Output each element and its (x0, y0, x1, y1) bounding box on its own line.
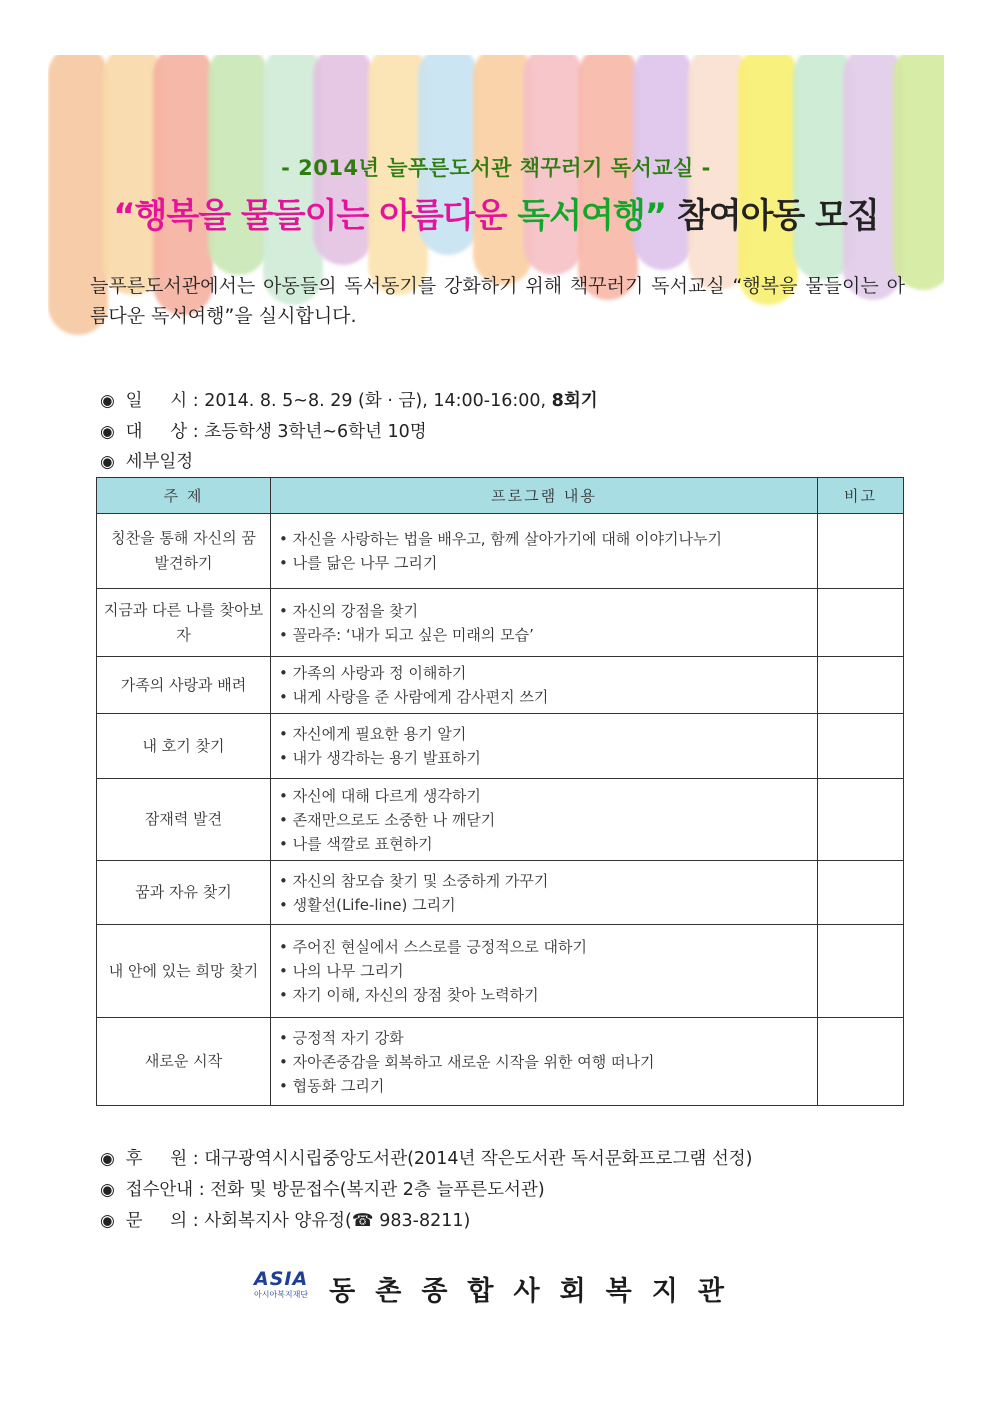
list-item: • 자신의 강점을 찾기 (279, 599, 809, 623)
header-note: 비고 (818, 478, 904, 514)
row-topic: 꿈과 자유 찾기 (97, 861, 271, 925)
row-note (818, 925, 904, 1018)
list-item: • 꼴라주: ‘내가 되고 싶은 미래의 모습’ (279, 623, 809, 647)
list-item: • 나를 닮은 나무 그리기 (279, 551, 809, 575)
row-topic: 내 호기 찾기 (97, 714, 271, 779)
row-content (271, 589, 818, 657)
subtitle: - 2014년 늘푸른도서관 책꾸러기 독서교실 - (281, 156, 711, 180)
table-row (97, 925, 904, 1018)
row-note (818, 514, 904, 589)
logo-text: ASIA (253, 1268, 309, 1290)
schedule-sessions: 8회기 (551, 391, 598, 411)
footer (0, 1268, 992, 1308)
table-header-row (97, 478, 904, 514)
table-row (97, 657, 904, 714)
row-topic: 내 안에 있는 희망 찾기 (97, 925, 271, 1018)
info-reception (100, 1176, 545, 1201)
table-row (97, 714, 904, 779)
table-row (97, 779, 904, 861)
row-topic: 칭찬을 통해 자신의 꿈 발견하기 (97, 514, 271, 589)
bullet-icon: ◉ (100, 391, 115, 411)
row-content (271, 657, 818, 714)
schedule-label: 일 시 (125, 391, 188, 411)
title-part-1: “행복을 물들이는 아름다운 (113, 196, 518, 236)
list-item: • 자신의 참모습 찾기 및 소중하게 가꾸기 (279, 869, 809, 893)
table-row (97, 861, 904, 925)
row-content (271, 779, 818, 861)
row-note (818, 1018, 904, 1106)
row-content (271, 714, 818, 779)
row-topic: 잠재력 발견 (97, 779, 271, 861)
list-item: • 자신에게 필요한 용기 알기 (279, 722, 809, 746)
list-item: • 자아존중감을 회복하고 새로운 시작을 위한 여행 떠나기 (279, 1050, 809, 1074)
info-sponsor (100, 1145, 752, 1170)
target-label: 대 상 (125, 422, 188, 442)
row-content (271, 1018, 818, 1106)
sponsor-value: : 대구광역시시립중앙도서관(2014년 작은도서관 독서문화프로그램 선정) (192, 1149, 753, 1169)
list-item: • 나를 색깔로 표현하기 (279, 832, 809, 856)
row-topic: 가족의 사랑과 배려 (97, 657, 271, 714)
row-content (271, 925, 818, 1018)
page-title (0, 188, 992, 237)
row-topic: 지금과 다른 나를 찾아보자 (97, 589, 271, 657)
list-item: • 나의 나무 그리기 (279, 959, 809, 983)
row-note (818, 779, 904, 861)
inquiry-label: 문 의 (125, 1211, 188, 1231)
list-item: • 협동화 그리기 (279, 1074, 809, 1098)
detail-label: 세부일정 (125, 452, 194, 472)
bullet-icon: ◉ (100, 422, 115, 442)
intro-paragraph: 늘푸른도서관에서는 아동들의 독서동기를 강화하기 위해 책꾸러기 독서교실 “행복을 물들이는 아름다운 독서여행”을 실시합니다. (90, 275, 905, 327)
table-row (97, 1018, 904, 1106)
row-content (271, 514, 818, 589)
reception-label: 접수안내 (125, 1180, 194, 1200)
target-value: : 초등학생 3학년~6학년 10명 (192, 422, 427, 442)
row-topic: 새로운 시작 (97, 1018, 271, 1106)
bullet-icon: ◉ (100, 452, 115, 472)
info-inquiry (100, 1207, 470, 1232)
row-note (818, 657, 904, 714)
schedule-value: : 2014. 8. 5~8. 29 (화 · 금), 14:00-16:00, (192, 391, 552, 411)
schedule-table (96, 477, 904, 1106)
list-item: • 내게 사랑을 준 사람에게 감사편지 쓰기 (279, 685, 809, 709)
bullet-icon: ◉ (100, 1211, 115, 1231)
logo-subtext: 아시아복지재단 (254, 1290, 309, 1299)
list-item: • 존재만으로도 소중한 나 깨닫기 (279, 808, 809, 832)
bullet-icon: ◉ (100, 1149, 115, 1169)
header-content: 프로그램 내용 (271, 478, 818, 514)
list-item: • 내가 생각하는 용기 발표하기 (279, 746, 809, 770)
list-item: • 자신을 사랑하는 법을 배우고, 함께 살아가기에 대해 이야기나누기 (279, 527, 809, 551)
info-schedule (100, 387, 598, 412)
info-target (100, 418, 427, 443)
list-item: • 긍정적 자기 강화 (279, 1026, 809, 1050)
title-part-2: 독서여행” (517, 196, 667, 236)
list-item: • 주어진 현실에서 스스로를 긍정적으로 대하기 (279, 935, 809, 959)
row-note (818, 861, 904, 925)
header-topic: 주 제 (97, 478, 271, 514)
row-content (271, 861, 818, 925)
title-part-3: 참여아동 모집 (666, 196, 879, 236)
list-item: • 자기 이해, 자신의 장점 찾아 노력하기 (279, 983, 809, 1007)
table-row (97, 589, 904, 657)
table-row (97, 514, 904, 589)
inquiry-value: : 사회복지사 양유정(☎ 983-8211) (192, 1211, 471, 1231)
organization-name: 동촌종합사회복지관 (329, 1275, 744, 1307)
list-item: • 자신에 대해 다르게 생각하기 (279, 784, 809, 808)
row-note (818, 589, 904, 657)
reception-value: : 전화 및 방문접수(복지관 2층 늘푸른도서관) (198, 1180, 545, 1200)
info-detail (100, 448, 193, 473)
sponsor-label: 후 원 (125, 1149, 188, 1169)
bullet-icon: ◉ (100, 1180, 115, 1200)
row-note (818, 714, 904, 779)
list-item: • 생활선(Life-line) 그리기 (279, 893, 809, 917)
asia-foundation-logo (248, 1268, 314, 1308)
list-item: • 가족의 사랑과 정 이해하기 (279, 661, 809, 685)
